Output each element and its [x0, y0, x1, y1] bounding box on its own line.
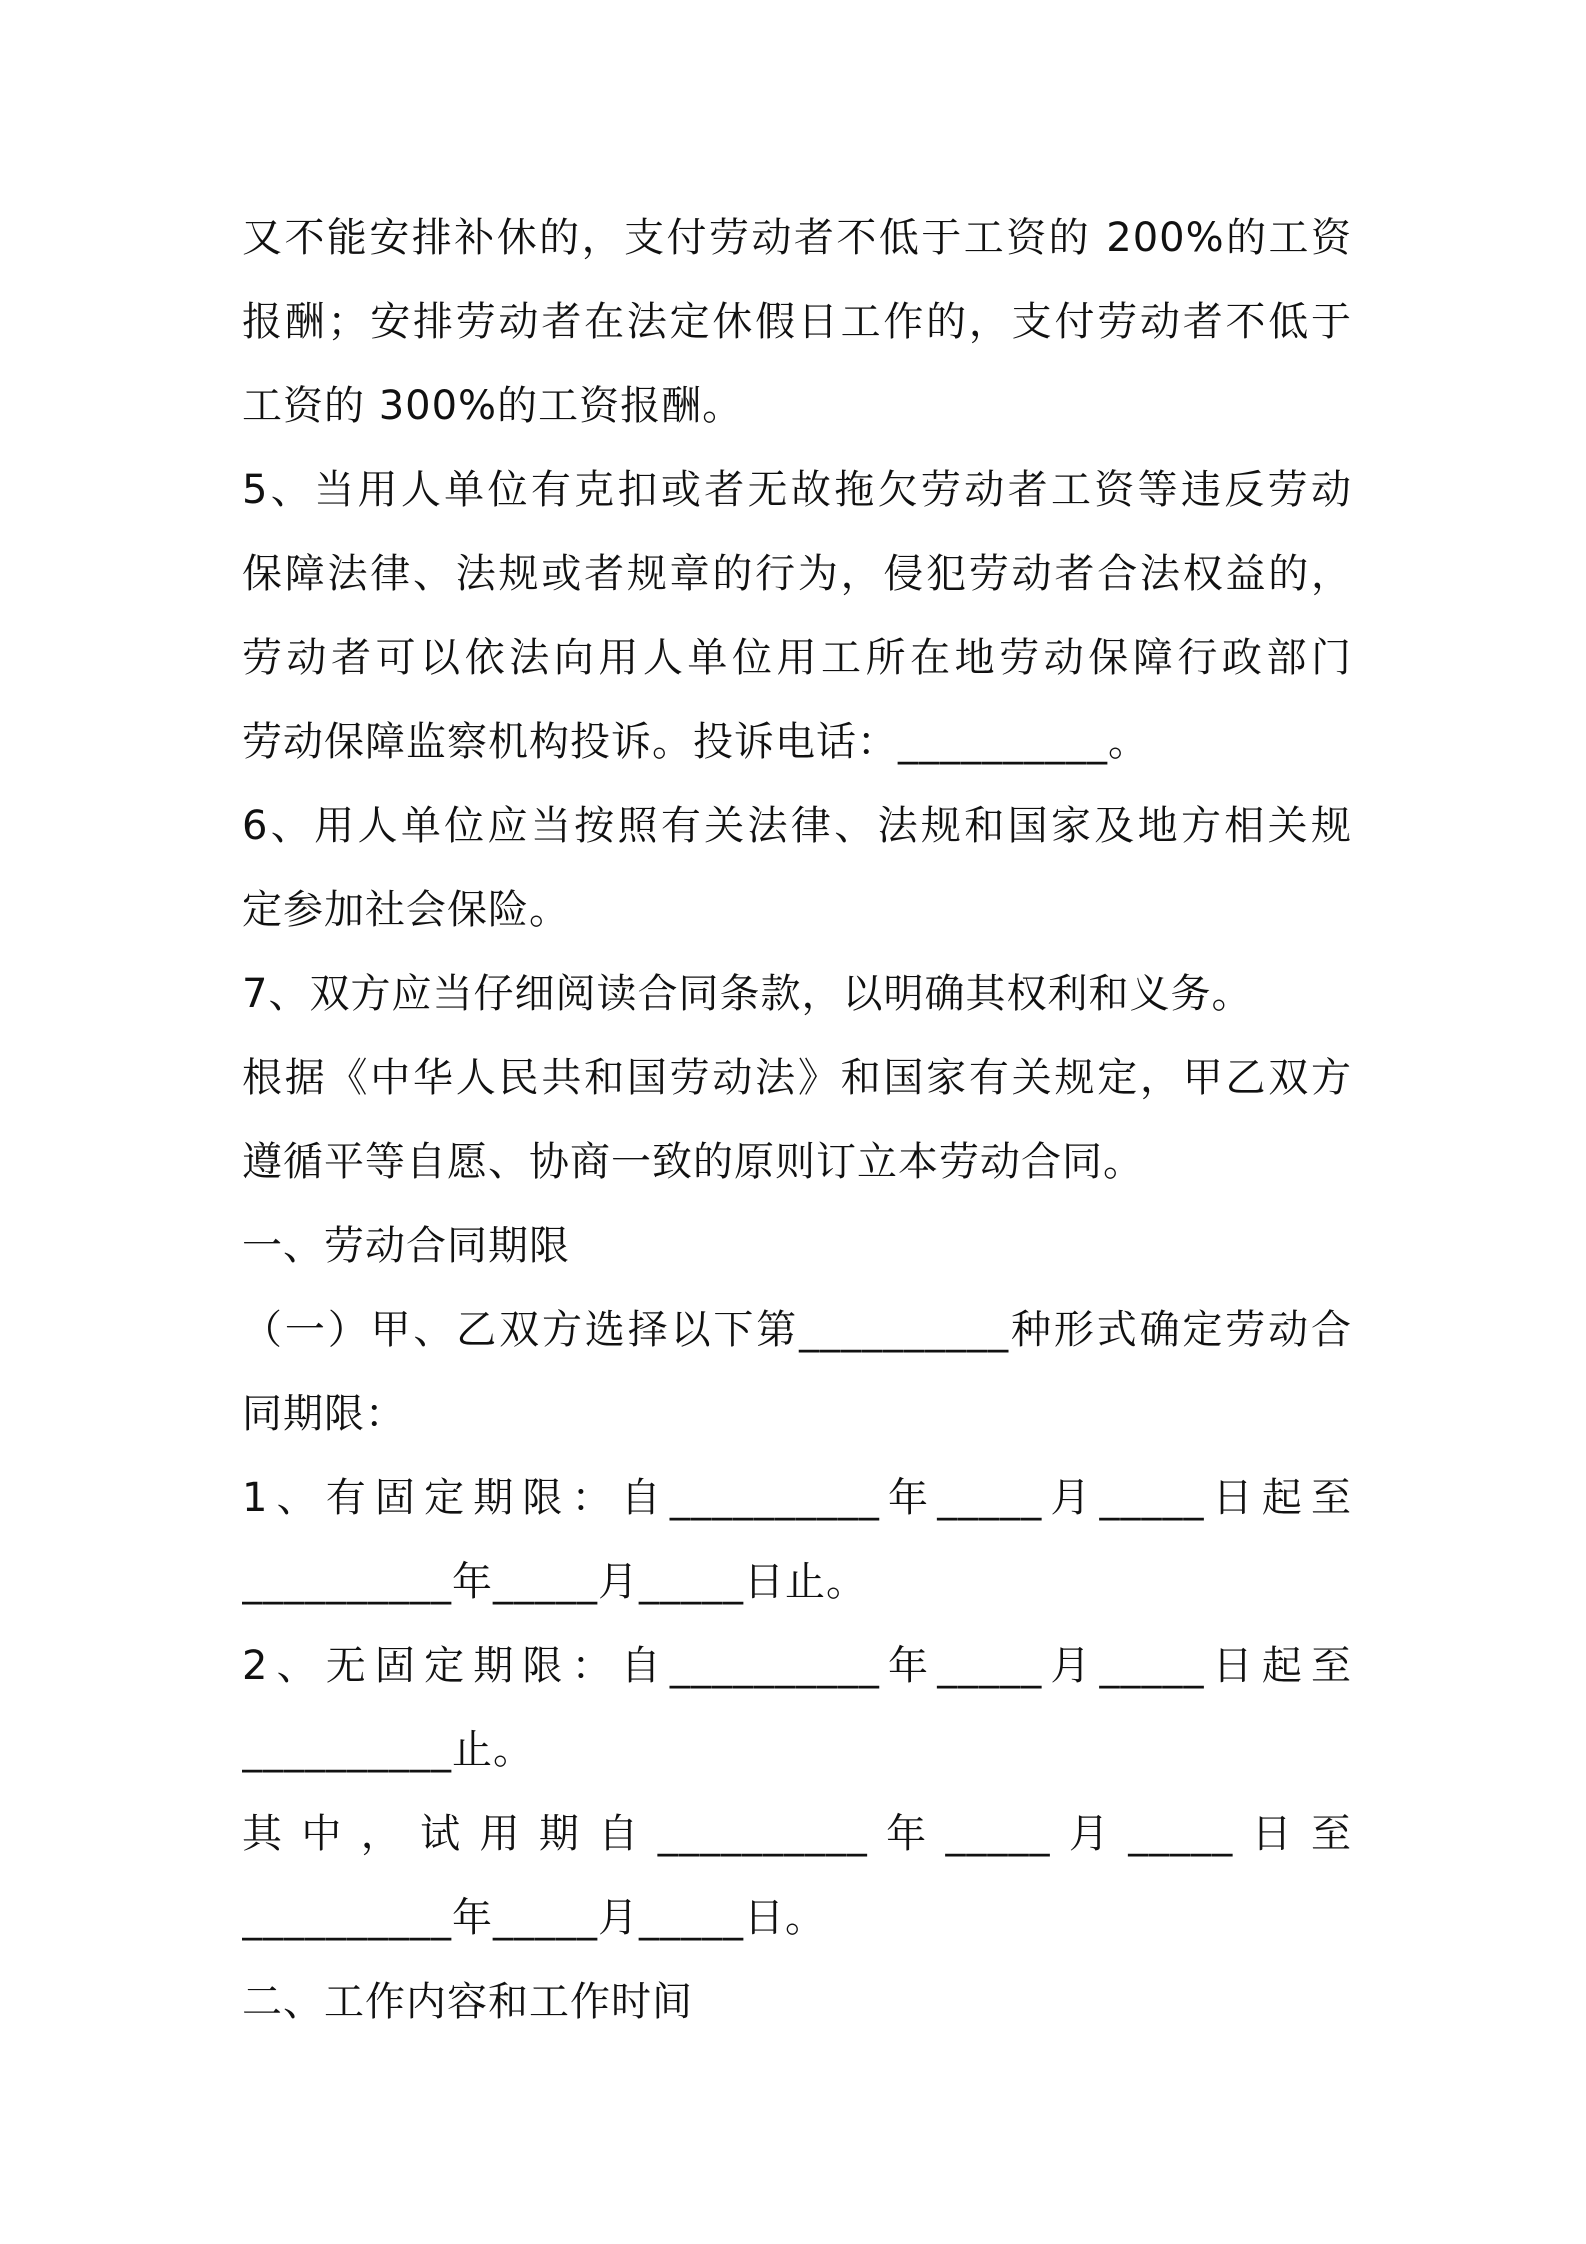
clause-5-line: 5、当用人单位有克扣或者无故拖欠劳动者工资等违反劳动 — [242, 467, 1352, 513]
text-line: 遵循平等自愿、协商一致的原则订立本劳动合同。 — [242, 1139, 1144, 1185]
text-line: 定参加社会保险。 — [242, 887, 570, 933]
text-line: 保障法律、法规或者规章的行为，侵犯劳动者合法权益的， — [242, 551, 1352, 597]
text-line: __________止。 — [242, 1727, 534, 1773]
text-line: __________年_____月_____日止。 — [242, 1559, 867, 1605]
preamble-line: 根据《中华人民共和国劳动法》和国家有关规定，甲乙双方 — [242, 1055, 1352, 1101]
text-line: 又不能安排补休的，支付劳动者不低于工资的 200%的工资 — [242, 215, 1352, 261]
document-body — [242, 196, 1352, 2044]
section-heading-contract-term: 一、劳动合同期限 — [242, 1223, 570, 1269]
subsection-line: （一）甲、乙双方选择以下第__________种形式确定劳动合 — [242, 1307, 1352, 1353]
open-term-line: 2、无固定期限：自__________年_____月_____日起至 — [242, 1643, 1352, 1689]
clause-6-line: 6、用人单位应当按照有关法律、法规和国家及地方相关规 — [242, 803, 1352, 849]
text-line: 工资的 300%的工资报酬。 — [242, 383, 744, 429]
complaint-phone-line: 劳动保障监察机构投诉。投诉电话：__________。 — [242, 719, 1149, 765]
probation-line: 其中，试用期自__________年_____月_____日至 — [242, 1811, 1352, 1857]
clause-7-line: 7、双方应当仔细阅读合同条款，以明确其权利和义务。 — [242, 971, 1253, 1017]
text-line: __________年_____月_____日。 — [242, 1895, 826, 1941]
text-line: 同期限： — [242, 1391, 406, 1437]
text-line: 劳动者可以依法向用人单位用工所在地劳动保障行政部门 — [242, 635, 1352, 681]
text-line: 报酬；安排劳动者在法定休假日工作的，支付劳动者不低于 — [242, 299, 1352, 345]
fixed-term-line: 1、有固定期限：自__________年_____月_____日起至 — [242, 1475, 1352, 1521]
section-heading-work-content: 二、工作内容和工作时间 — [242, 1979, 693, 2025]
